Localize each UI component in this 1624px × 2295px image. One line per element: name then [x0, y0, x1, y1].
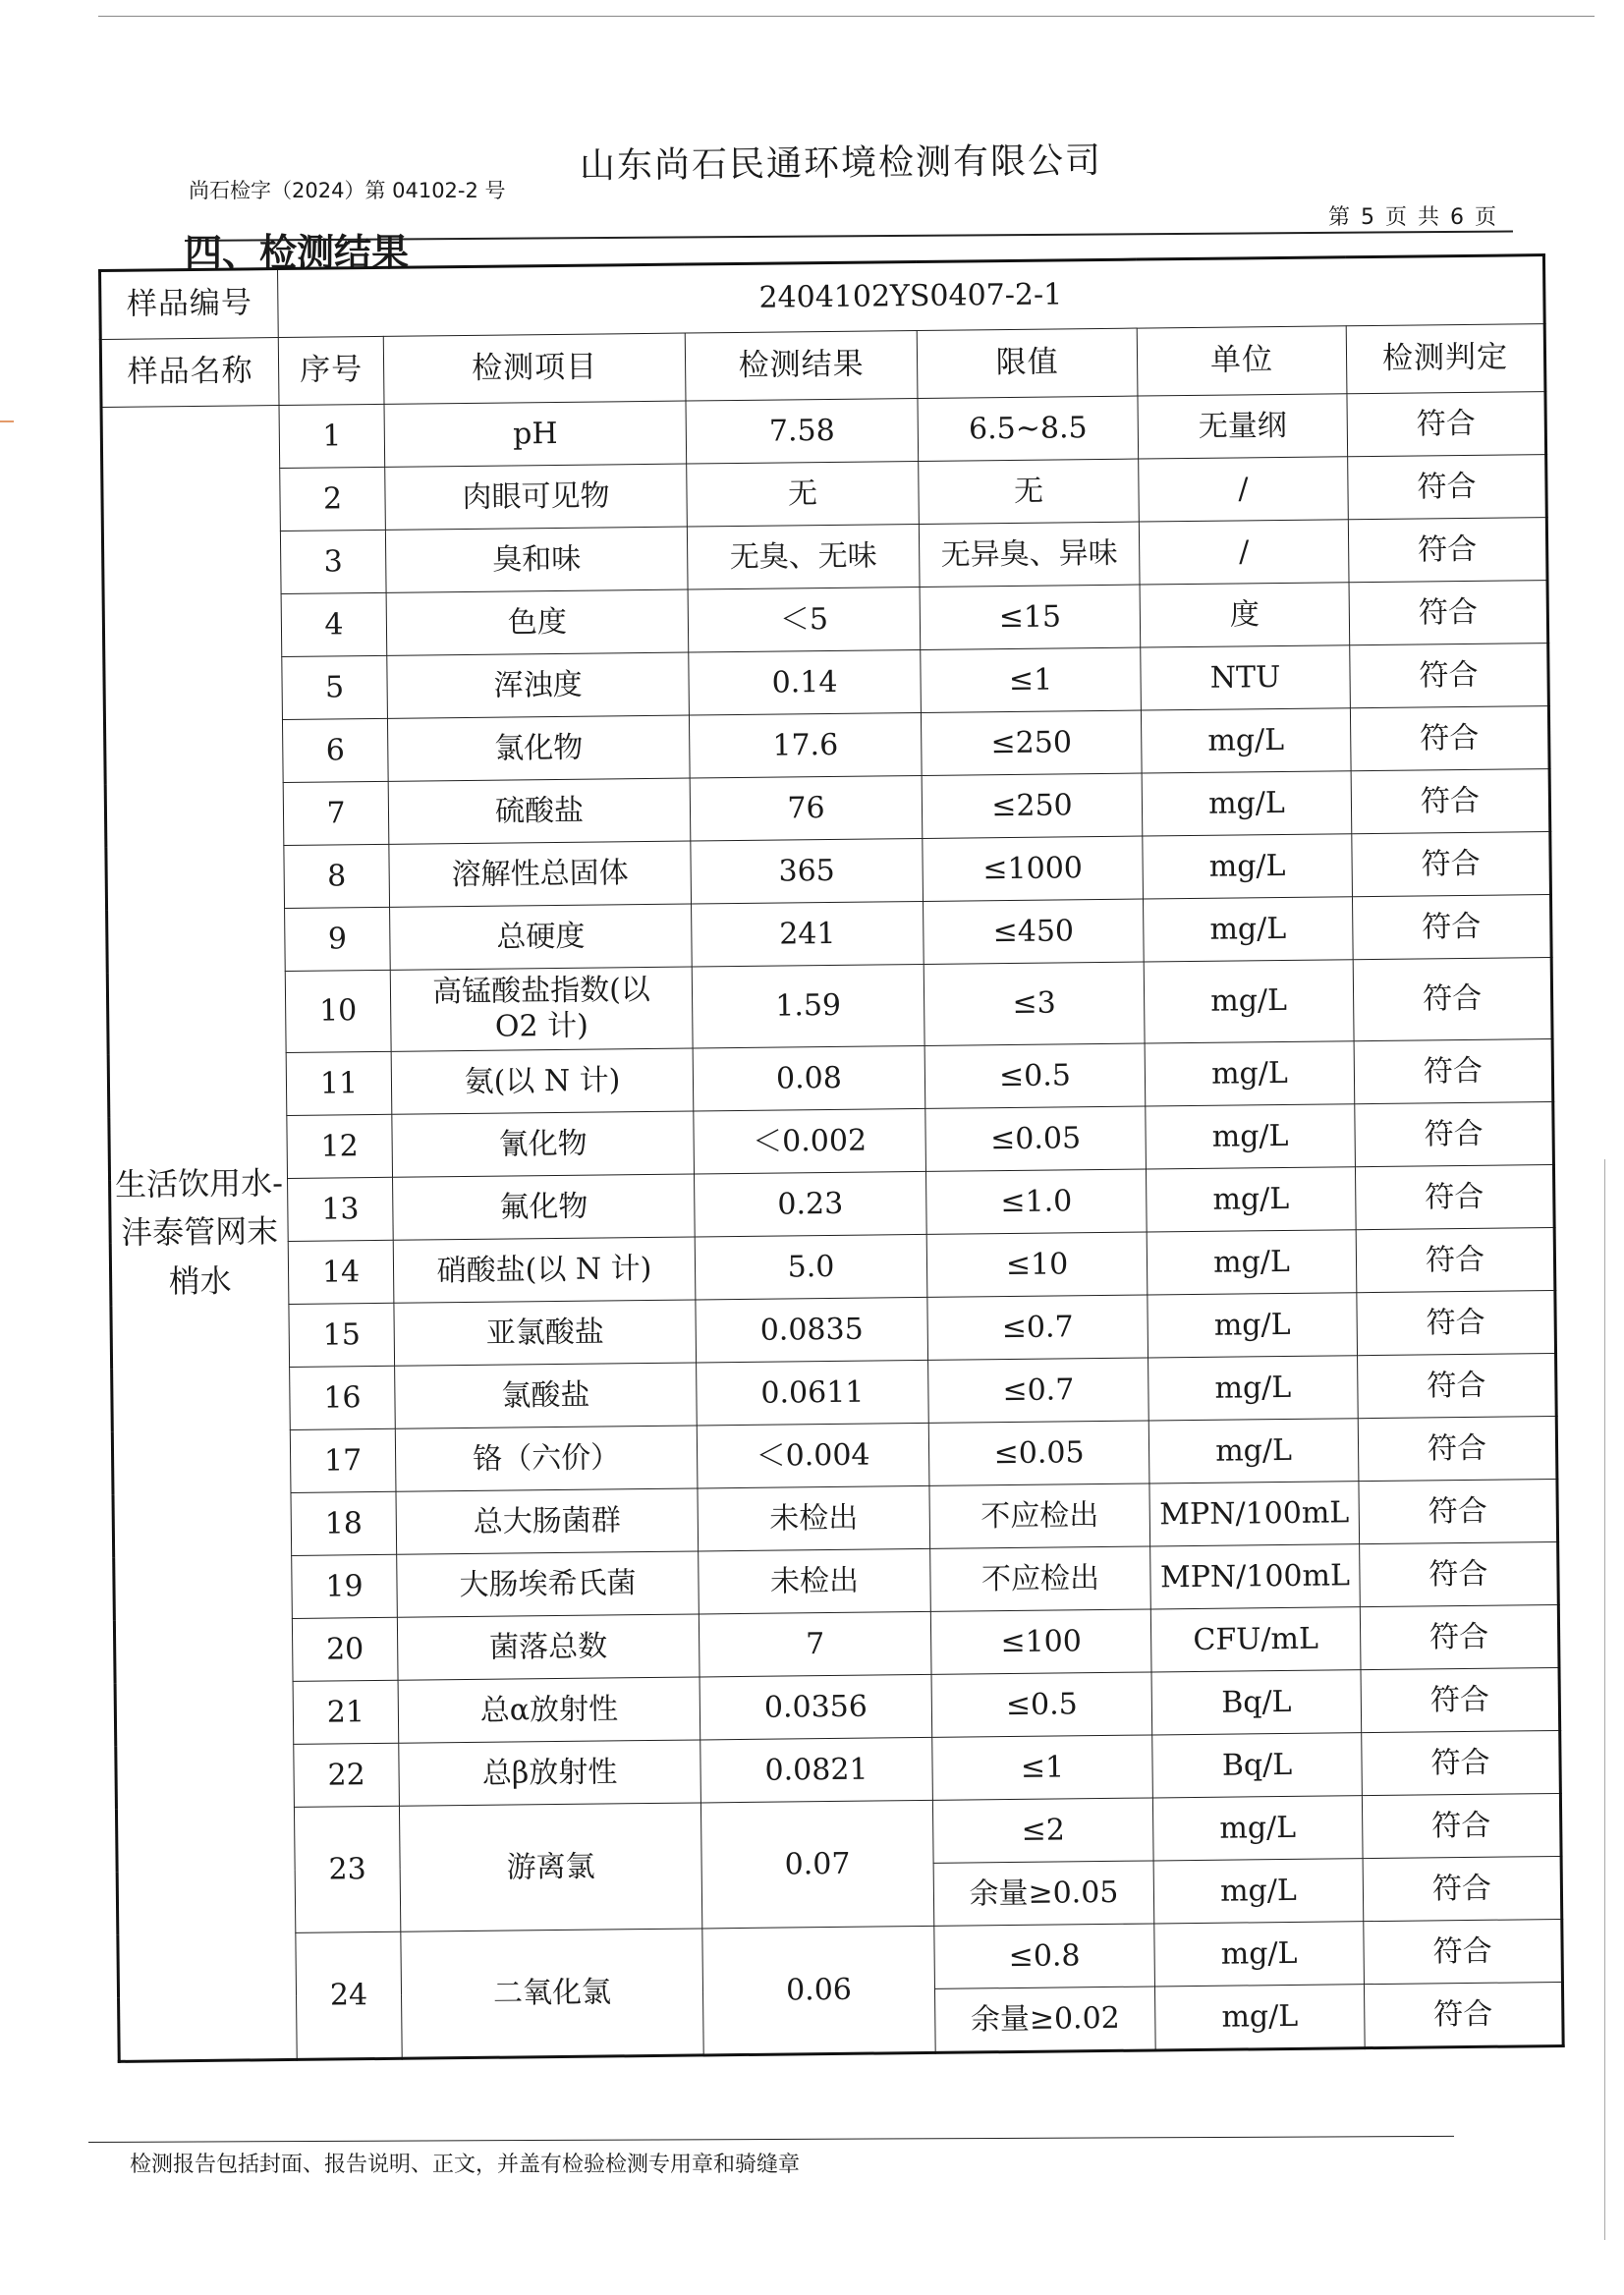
seq-cell: 21	[293, 1680, 399, 1744]
limit-cell: 无异臭、异味	[919, 522, 1140, 587]
seq-cell: 1	[279, 404, 385, 468]
item-cell: pH	[384, 401, 687, 467]
footer-note: 检测报告包括封面、报告说明、正文，并盖有检验检测专用章和骑缝章	[130, 2153, 801, 2177]
result-cell: 76	[690, 775, 923, 841]
judgement-cell: 符合	[1351, 769, 1550, 834]
item-cell: 总大肠菌群	[396, 1488, 699, 1554]
limit-cell: ≤0.7	[927, 1295, 1148, 1360]
judgement-cell: 符合	[1362, 1730, 1561, 1795]
judgement-cell: 符合	[1358, 1417, 1557, 1482]
limit-cell: 不应检出	[930, 1546, 1151, 1611]
limit-cell: ≤0.05	[925, 1106, 1147, 1171]
item-cell: 浑浊度	[387, 652, 690, 718]
result-cell: 241	[692, 901, 924, 967]
unit-cell: mg/L	[1148, 1356, 1359, 1421]
unit-cell: MPN/100mL	[1149, 1482, 1360, 1546]
judgement-cell: 符合	[1356, 1228, 1555, 1293]
item-text-tail: 2 计)	[519, 1008, 589, 1044]
unit-cell: mg/L	[1153, 1859, 1364, 1924]
judgement-cell: 符合	[1349, 581, 1548, 645]
limit-cell: 不应检出	[929, 1483, 1150, 1548]
item-cell	[390, 967, 693, 1051]
limit-cell: ≤0.5	[924, 1043, 1146, 1108]
judgement-cell: 符合	[1355, 1165, 1554, 1230]
unit-cell: mg/L	[1154, 1922, 1365, 1987]
section-title: 四、检测结果	[185, 231, 410, 274]
seq-cell: 12	[287, 1114, 393, 1178]
results-table-wrapper	[98, 253, 1562, 2063]
seq-cell: 5	[282, 655, 388, 719]
unit-cell: NTU	[1141, 645, 1351, 710]
seq-cell: 4	[281, 592, 387, 656]
limit-cell: ≤1.0	[925, 1169, 1147, 1234]
seq-cell: 24	[296, 1931, 402, 2059]
judgement-cell: 符合	[1364, 1919, 1563, 1984]
unit-cell: Bq/L	[1151, 1670, 1362, 1735]
item-cell: 硝酸盐(以 N 计)	[393, 1237, 696, 1303]
judgement-cell: 符合	[1359, 1480, 1558, 1544]
limit-cell: ≤1000	[923, 836, 1144, 901]
seq-cell: 15	[289, 1303, 395, 1367]
judgement-cell: 符合	[1362, 1793, 1561, 1858]
result-cell: 0.23	[695, 1171, 927, 1237]
item-cell: 氯酸盐	[395, 1363, 698, 1428]
result-cell: 1.59	[692, 964, 924, 1048]
judgement-cell: 符合	[1353, 958, 1552, 1041]
limit-cell: ≤15	[920, 585, 1141, 649]
seq-cell: 22	[294, 1743, 400, 1807]
seq-cell: 3	[280, 530, 386, 593]
judgement-cell: 符合	[1363, 1856, 1562, 1921]
unit-cell: Bq/L	[1152, 1733, 1363, 1798]
result-cell: 未检出	[698, 1485, 930, 1551]
judgement-cell: 符合	[1361, 1667, 1560, 1732]
seq-cell: 16	[290, 1366, 396, 1429]
unit-cell: 度	[1140, 583, 1350, 647]
top-edge-rule	[98, 16, 1595, 17]
header-limit: 限值	[917, 328, 1138, 398]
item-cell: 氨(以 N 计)	[391, 1048, 694, 1114]
header-sample-name: 样品名称	[100, 338, 279, 408]
unit-cell: mg/L	[1152, 1796, 1363, 1861]
seq-cell: 17	[290, 1428, 396, 1492]
header-unit: 单位	[1137, 326, 1347, 396]
limit-cell: 余量≥0.05	[933, 1861, 1154, 1926]
limit-cell: ≤250	[922, 773, 1143, 838]
seq-cell: 11	[286, 1051, 392, 1115]
item-cell: 肉眼可见物	[385, 464, 688, 530]
result-cell: 0.08	[693, 1045, 925, 1111]
limit-cell: 6.5~8.5	[918, 396, 1139, 461]
judgement-cell: 符合	[1360, 1542, 1559, 1607]
unit-cell: mg/L	[1146, 1167, 1356, 1232]
item-cell: 臭和味	[385, 527, 688, 592]
judgement-cell: 符合	[1358, 1354, 1557, 1419]
results-table	[98, 253, 1565, 2063]
limit-cell: ≤3	[924, 962, 1145, 1045]
limit-cell: ≤1	[932, 1735, 1153, 1800]
limit-cell: ≤0.5	[931, 1672, 1152, 1737]
result-cell: 0.0835	[696, 1297, 928, 1363]
sample-number-value: 2404102YS0407-2-1	[278, 255, 1545, 338]
judgement-cell: 符合	[1352, 895, 1551, 960]
unit-cell: mg/L	[1142, 771, 1352, 836]
item-cell: 亚氯酸盐	[394, 1300, 697, 1366]
seq-cell: 8	[284, 844, 390, 908]
report-number: 尚石检字（2024）第 04102-2 号	[189, 179, 506, 202]
result-cell: 0.06	[702, 1926, 935, 2055]
seq-cell: 2	[280, 467, 386, 531]
limit-cell: ≤0.8	[934, 1924, 1155, 1988]
result-cell: 17.6	[689, 712, 922, 778]
seq-cell: 7	[283, 781, 389, 845]
limit-cell: ≤100	[930, 1609, 1151, 1674]
unit-cell: mg/L	[1148, 1419, 1359, 1483]
result-cell: 0.07	[700, 1800, 933, 1929]
unit-cell: mg/L	[1143, 897, 1353, 962]
limit-cell: ≤0.7	[928, 1358, 1149, 1423]
unit-cell: mg/L	[1145, 1041, 1355, 1106]
unit-cell: mg/L	[1143, 834, 1353, 899]
judgement-cell: 符合	[1364, 1982, 1563, 2047]
judgement-cell: 符合	[1350, 706, 1549, 771]
header-seq: 序号	[278, 336, 384, 405]
judgement-cell: 符合	[1347, 392, 1546, 457]
judgement-cell: 符合	[1354, 1039, 1553, 1104]
unit-cell: mg/L	[1144, 960, 1354, 1043]
result-cell: ＜0.002	[694, 1108, 926, 1174]
item-cell: 大肠埃希氏菌	[397, 1551, 700, 1617]
unit-cell: mg/L	[1147, 1230, 1357, 1295]
sample-number-label: 样品编号	[100, 269, 279, 340]
result-cell: 0.0821	[700, 1737, 933, 1803]
result-cell: 7	[699, 1611, 931, 1677]
item-cell: 铬（六价）	[395, 1426, 698, 1491]
judgement-cell: 符合	[1357, 1291, 1556, 1356]
header-result: 检测结果	[685, 330, 918, 401]
limit-cell: ≤10	[926, 1232, 1148, 1297]
item-cell: 总α放射性	[398, 1677, 700, 1743]
seq-cell: 9	[285, 907, 391, 971]
judgement-cell: 符合	[1360, 1604, 1559, 1669]
seq-cell: 19	[292, 1554, 398, 1618]
result-cell: 0.0611	[697, 1360, 929, 1426]
item-text: 高锰酸盐指数(以	[431, 972, 651, 1010]
sample-name-cell: 生活饮用水-沣泰管网末梢水	[101, 406, 297, 2062]
result-cell: ＜5	[688, 587, 921, 652]
item-text-o: O	[494, 1009, 520, 1044]
item-cell: 总β放射性	[399, 1740, 701, 1806]
judgement-cell: 符合	[1355, 1102, 1554, 1167]
result-cell: ＜0.004	[697, 1423, 929, 1488]
judgement-cell: 符合	[1350, 644, 1549, 708]
seq-cell: 6	[282, 718, 388, 782]
item-cell: 氯化物	[387, 715, 690, 781]
item-cell: 氟化物	[393, 1174, 696, 1240]
result-cell: 无	[687, 461, 920, 527]
table-row	[107, 958, 1552, 1055]
item-cell: 色度	[386, 589, 689, 655]
unit-cell: mg/L	[1141, 708, 1351, 773]
seq-cell: 10	[285, 970, 391, 1052]
result-cell: 5.0	[695, 1234, 927, 1300]
judgement-cell: 符合	[1352, 832, 1551, 897]
seq-cell: 18	[291, 1491, 397, 1555]
result-cell: 无臭、无味	[687, 524, 920, 589]
limit-cell: ≤0.05	[928, 1421, 1149, 1485]
scan-edge	[1604, 1159, 1605, 2240]
seq-cell: 14	[288, 1240, 394, 1304]
unit-cell: mg/L	[1154, 1985, 1365, 2050]
limit-cell: 余量≥0.02	[934, 1987, 1155, 2052]
result-cell: 0.0356	[700, 1674, 932, 1740]
limit-cell: ≤450	[924, 899, 1145, 964]
unit-cell: MPN/100mL	[1150, 1544, 1361, 1609]
limit-cell: 无	[919, 459, 1140, 524]
footer-rule	[88, 2136, 1454, 2143]
margin-mark	[0, 420, 14, 422]
result-cell: 0.14	[689, 649, 922, 715]
unit-cell: /	[1139, 520, 1349, 585]
unit-cell: mg/L	[1148, 1293, 1358, 1358]
unit-cell: CFU/mL	[1150, 1607, 1361, 1672]
header-item: 检测项目	[383, 333, 686, 404]
result-cell: 365	[691, 838, 924, 904]
result-cell: 7.58	[686, 398, 919, 464]
limit-cell: ≤1	[921, 647, 1142, 712]
item-cell: 游离氯	[399, 1803, 701, 1931]
item-cell: 溶解性总固体	[389, 841, 692, 907]
page-number: 第 5 页 共 6 页	[1328, 205, 1498, 230]
header-judgement: 检测判定	[1346, 324, 1545, 394]
result-cell: 未检出	[699, 1548, 931, 1614]
unit-cell: mg/L	[1146, 1104, 1356, 1169]
judgement-cell: 符合	[1348, 455, 1547, 520]
seq-cell: 23	[294, 1806, 400, 1932]
item-cell: 菌落总数	[397, 1614, 700, 1680]
company-name: 山东尚石民通环境检测有限公司	[579, 140, 1103, 187]
unit-cell: /	[1139, 457, 1349, 522]
limit-cell: ≤250	[921, 710, 1142, 775]
item-cell: 二氧化氯	[401, 1929, 703, 2058]
judgement-cell: 符合	[1348, 518, 1547, 583]
seq-cell: 13	[288, 1177, 394, 1241]
item-cell: 总硬度	[390, 904, 693, 970]
seq-cell: 20	[292, 1617, 398, 1681]
unit-cell: 无量纲	[1138, 394, 1348, 459]
item-cell: 硫酸盐	[388, 778, 691, 844]
item-cell: 氰化物	[392, 1111, 695, 1177]
limit-cell: ≤2	[932, 1798, 1153, 1863]
